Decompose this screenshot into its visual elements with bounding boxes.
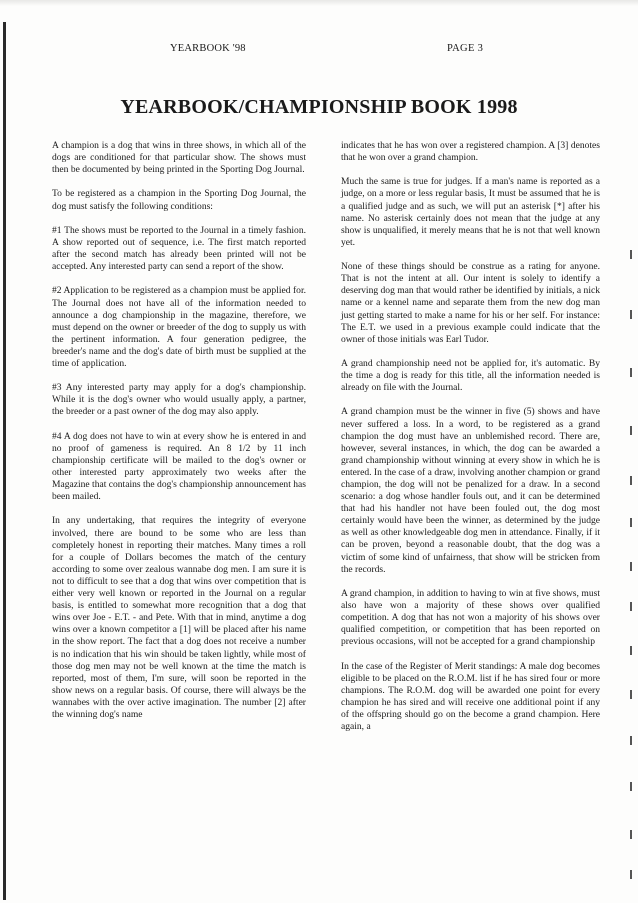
scan-edge-marks: [630, 250, 634, 890]
running-header-title: YEARBOOK '98: [170, 43, 246, 54]
page-title: YEARBOOK/CHAMPIONSHIP BOOK 1998: [120, 96, 518, 118]
paragraph: To be registered as a champion in the Sporting Dog Journal, the dog must satisfy the following conditions:: [52, 188, 306, 212]
paragraph: A champion is a dog that wins in three shows, in which all of the dogs are conditioned for that particular show. The shows must then be documented by being printed in the Sporting Dog Journal.: [52, 140, 306, 176]
left-column: [52, 140, 306, 733]
scan-top-edge: [0, 0, 638, 6]
page-number: PAGE 3: [447, 43, 484, 54]
paragraph: #1 The shows must be reported to the Journal in a timely fashion. A show reported out of sequence, i.e. The first match reported after the second match has already been printed will not be accepted. Any interested party can send a report of the show.: [52, 224, 306, 273]
paragraph: #3 Any interested party may apply for a dog's championship. While it is the dog's owner who would usually apply, a partner, the breeder or a past owner of the dog may also apply.: [52, 382, 306, 418]
paragraph: #2 Application to be registered as a champion must be applied for. The Journal does not have all of the information needed to announce a dog championship in the magazine, therefore, we must depend on the owner or breeder of the dog to supply us with the pertinent information. A four generation pedigree, the breeder's name and the dog's date of birth must be supplied at the time of application.: [52, 285, 306, 369]
paragraph: indicates that he has won over a registered champion. A [3] denotes that he won over a grand champion.: [341, 140, 600, 164]
paragraph: A grand champion, in addition to having to win at five shows, must also have won a majority of these shows over qualified competition. A dog that has not won a majority of his shows over qualified competition, or competition that has been reported on previous occasions, will not be accepted for a grand championship: [341, 587, 600, 648]
paragraph: Much the same is true for judges. If a man's name is reported as a judge, on a more or less regular basis, It must be assumed that he is a qualified judge and as such, we will put an asterisk [*] after his name. No asterisk certainly does not mean that the judge at any show is unqualified, it merely means that he is not that well known yet.: [341, 176, 600, 248]
paragraph: #4 A dog does not have to win at every show he is entered in and no proof of gameness is required. An 8 1/2 by 11 inch championship certificate will be mailed to the dog's owner or other interested party approximately two weeks after the Magazine that contains the dog's championship announcement has been mailed.: [52, 430, 306, 503]
scan-binding-edge: [3, 22, 6, 900]
right-column: [341, 140, 600, 745]
paragraph: A grand championship need not be applied for, it's automatic. By the time a dog is ready for this title, all the information needed is already on file with the Journal.: [341, 357, 600, 394]
paragraph: A grand champion must be the winner in five (5) shows and have never suffered a loss. In a word, to be registered as a grand champion the dog must have an unblemished record. There are, however, several instances, in which, the dog can be awarded a grand championship without winning at every show in which he is entered. In the case of a draw, involving another champion or grand champion, the dog will not be penalized for a draw. In a second scenario: a dog whose handler fouls out, and it can be determined that had his handler not have been fouled out, the dog most certainly would have been the winner, as determined by the judge as well as other knowledgeable dog men in attendance. Finally, if it can be proven, beyond a reasonable doubt, that the dog was a victim of some kind of unfairness, that show will be stricken from the records.: [341, 406, 600, 575]
paragraph: In the case of the Register of Merit standings: A male dog becomes eligible to be placed on the R.O.M. list if he has sired four or more champions. The R.O.M. dog will be awarded one point for every champion he has sired and will receive one additional point if any of the offspring should go on the become a grand champion. Here again, a: [341, 660, 600, 733]
paragraph: In any undertaking, that requires the integrity of everyone involved, there are bound to be some who are less than completely honest in reporting their matches. Many times a roll for a couple of Dollars becomes the match of the century according to some over zealous wannabe dog men. I am sure it is not to difficult to see that a dog that wins over competition that is either very well known or reported in the Journal on a regular basis, is entitled to somewhat more recognition that a dog that wins over Joe - E.T. - and Pete. With that in mind, anytime a dog wins over a known competitor a [1] will be placed after his name in the show report. The fact that a dog does not receive a number is no indication that his win should be taken lightly, while most of those dog men may not be well known at the time the match is reported, most of them, I'm sure, will soon be reported in the show news on a regular basis. Of course, there will always be the wannabes with the over active imagination. The number [2] after the winning dog's name: [52, 515, 306, 720]
paragraph: None of these things should be construe as a rating for anyone. That is not the intent at all. Our intent is solely to identify a deserving dog man that would rather be identified by initials, a nick name or a kennel name and separate them from the new dog man just getting started to make a name for his or her self. For instance: The E.T. we used in a previous example could indicate that the owner of those initials was Earl Tudor.: [341, 261, 600, 345]
